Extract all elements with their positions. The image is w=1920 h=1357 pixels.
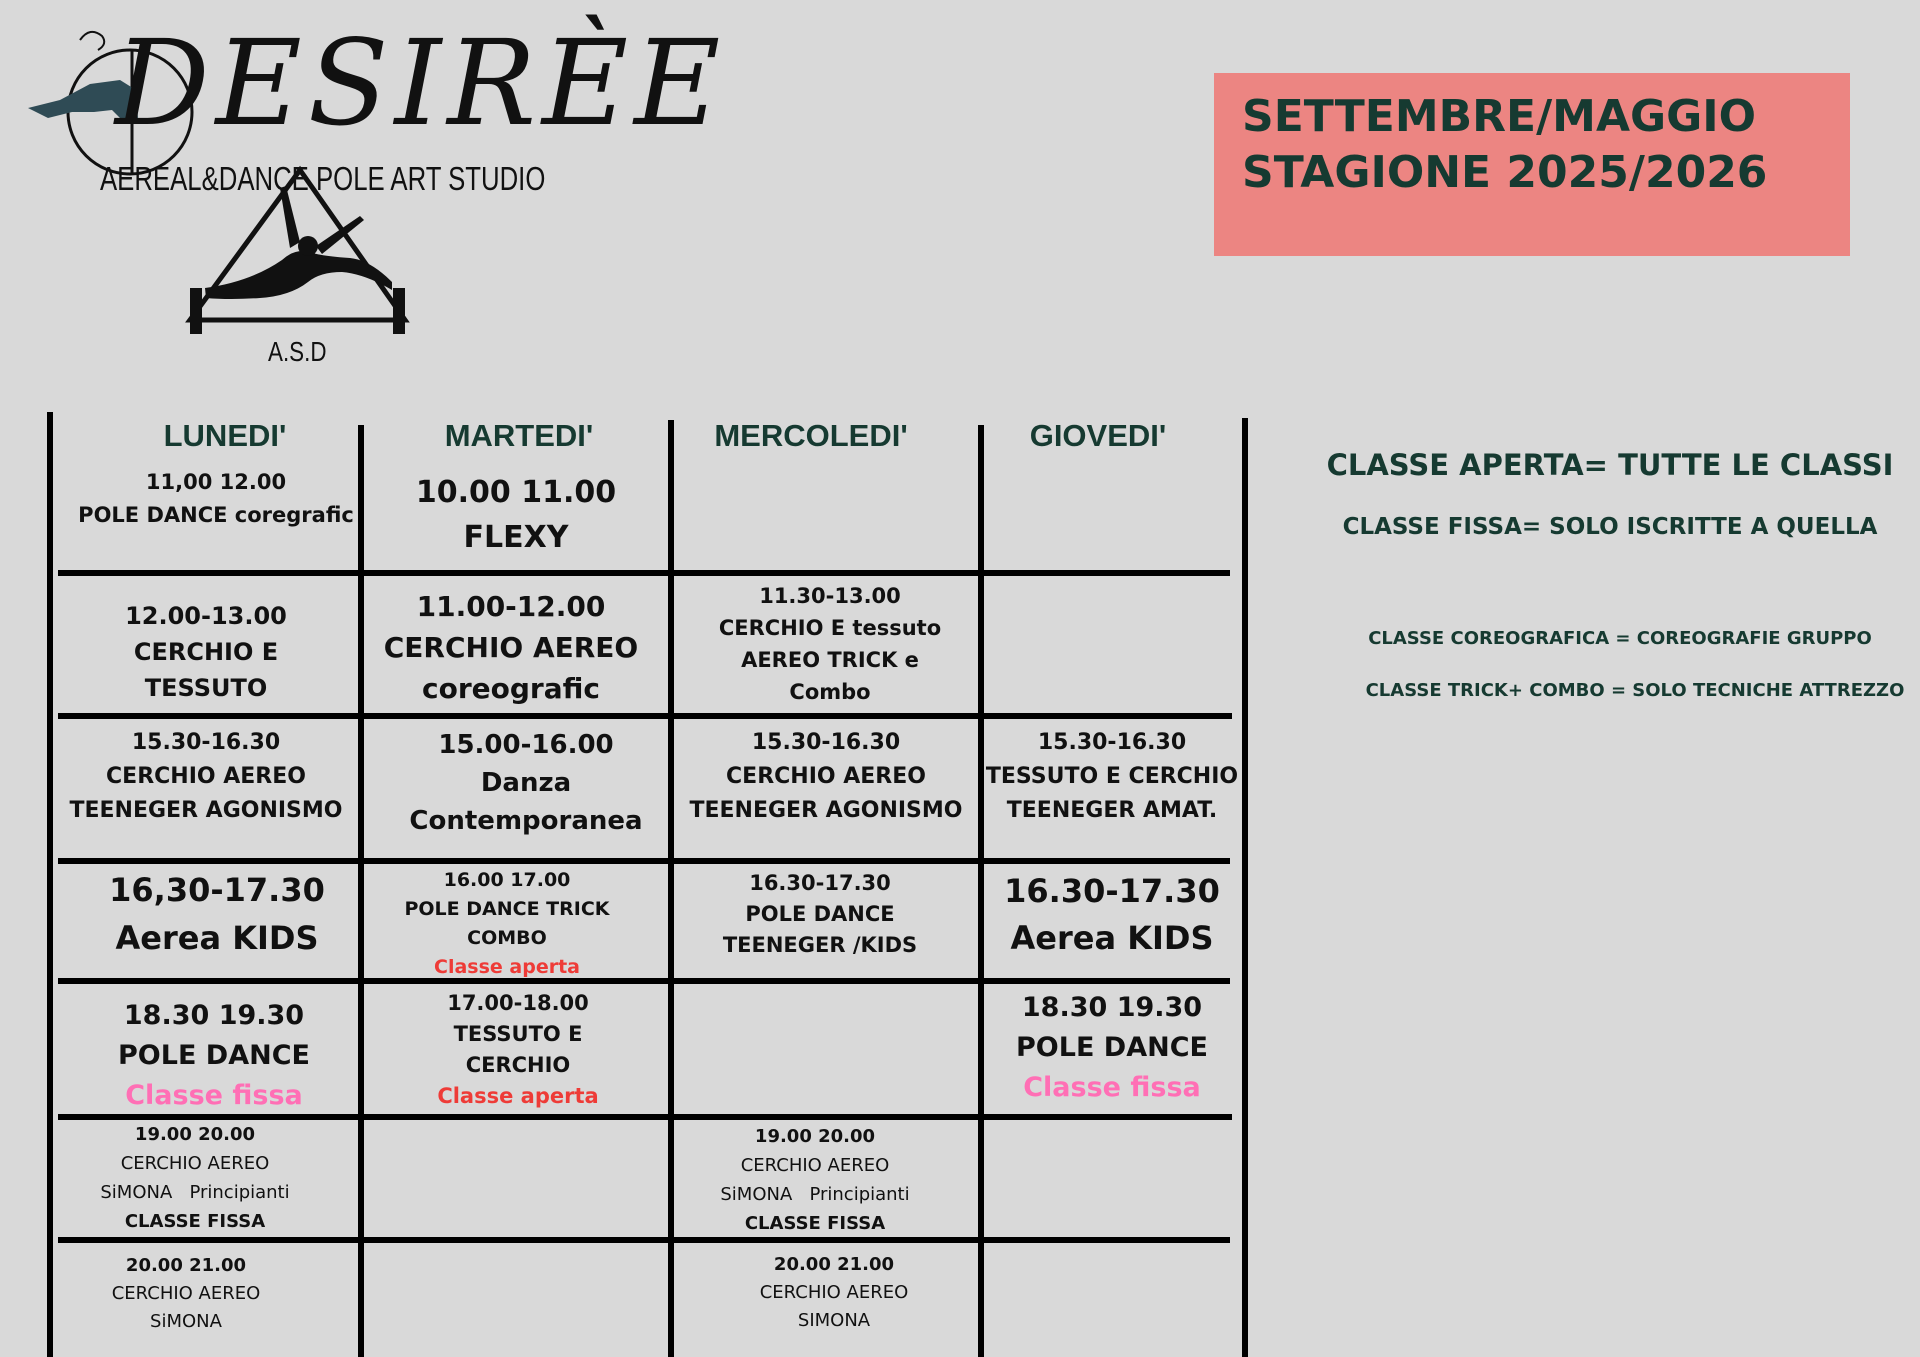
- class-time: 16.00 17.00: [443, 869, 571, 891]
- class-time: 11.30-13.00: [759, 584, 901, 608]
- class-name: CERCHIO E tessuto: [718, 616, 942, 640]
- class-slot: [674, 580, 986, 708]
- class-time: 20.00 21.00: [773, 1254, 895, 1275]
- class-slot: [54, 598, 358, 706]
- class-time: 11.00-12.00: [416, 590, 606, 623]
- class-name: TEENEGER AMAT.: [1006, 798, 1218, 823]
- class-slot: [364, 586, 658, 709]
- class-name: Aerea KIDS: [115, 919, 319, 957]
- class-name: Combo: [789, 680, 871, 704]
- class-slot: [54, 996, 374, 1116]
- class-time: 15.30-16.30: [751, 730, 901, 755]
- class-instructor: SiMONA: [150, 1311, 222, 1332]
- class-time: 15.30-16.30: [131, 730, 281, 755]
- class-name: CERCHIO AEREO: [726, 764, 926, 789]
- class-name: POLE DANCE: [118, 1040, 310, 1071]
- class-name: CERCHIO AEREO: [111, 1283, 261, 1304]
- class-slot: [54, 726, 358, 828]
- class-instructor: SiMONA Principianti: [100, 1182, 290, 1203]
- class-name: Danza: [480, 768, 572, 798]
- logo-subtitle: AEREAL&DANCE POLE ART STUDIO: [100, 160, 546, 197]
- class-time: 11,00 12.00: [145, 470, 287, 494]
- class-name: CERCHIO AEREO: [383, 631, 639, 664]
- class-slot: [54, 1120, 336, 1236]
- class-type-open: Classe aperta: [434, 956, 580, 978]
- day-header-tuesday: MARTEDI': [444, 418, 594, 453]
- class-slot: [364, 470, 668, 560]
- class-time: 10.00 11.00: [415, 475, 617, 510]
- grid-line: [58, 570, 1230, 576]
- class-name: TESSUTO E CERCHIO: [985, 764, 1239, 789]
- class-time: 19.00 20.00: [754, 1126, 876, 1147]
- class-slot: [54, 1252, 318, 1336]
- class-name: CERCHIO E: [133, 638, 279, 666]
- class-time: 16.30-17.30: [1004, 872, 1220, 910]
- legend-trick-class: CLASSE TRICK+ COMBO = SOLO TECNICHE ATTREZZO: [1365, 680, 1905, 701]
- class-time: 16.30-17.30: [749, 871, 891, 895]
- class-name: CERCHIO AEREO: [106, 764, 306, 789]
- class-type-fixed: Classe fissa: [125, 1080, 303, 1111]
- class-name: POLE DANCE: [745, 902, 895, 926]
- grid-line: [58, 713, 1232, 719]
- flourish-shape: [80, 32, 104, 50]
- class-name: Aerea KIDS: [1010, 919, 1214, 957]
- class-type: CLASSE FISSA: [124, 1211, 266, 1232]
- class-time: 19.00 20.00: [134, 1124, 256, 1145]
- class-name: TEENEGER /KIDS: [722, 933, 918, 957]
- class-name: TEENEGER AGONISMO: [69, 798, 343, 823]
- class-name: AEREO TRICK e: [741, 648, 919, 672]
- grid-line: [58, 858, 1230, 864]
- grid-line: [1242, 418, 1248, 1357]
- grid-line: [47, 412, 53, 1357]
- legend-open-class: CLASSE APERTA= TUTTE LE CLASSI: [1326, 448, 1894, 482]
- class-slot: [674, 1251, 994, 1335]
- class-instructor: SIMONA: [797, 1310, 871, 1331]
- class-slot: [54, 866, 380, 962]
- class-name: CERCHIO AEREO: [759, 1282, 909, 1303]
- class-slot: [674, 726, 978, 828]
- class-time: 15.00-16.00: [438, 730, 614, 760]
- class-name: TESSUTO: [144, 674, 268, 702]
- class-name: POLE DANCE: [1016, 1032, 1208, 1063]
- logo-title: DESIRÈE: [115, 14, 727, 152]
- class-type-open: Classe aperta: [437, 1084, 599, 1108]
- class-name: CERCHIO: [465, 1053, 571, 1077]
- class-name: CERCHIO AEREO: [120, 1153, 270, 1174]
- class-name: POLE DANCE coregrafic: [78, 503, 354, 527]
- class-name: coreografic: [422, 672, 600, 705]
- class-slot: [60, 466, 372, 532]
- season-months: SETTEMBRE/MAGGIO: [1242, 91, 1757, 142]
- class-time: 17.00-18.00: [447, 991, 589, 1015]
- class-time: 16,30-17.30: [109, 871, 325, 909]
- class-slot: [984, 726, 1240, 828]
- legend-choreo-class: CLASSE COREOGRAFICA = COREOGRAFIE GRUPPO: [1368, 628, 1872, 649]
- class-time: 20.00 21.00: [125, 1255, 247, 1276]
- studio-logo: [20, 14, 727, 367]
- class-instructor: SiMONA Principianti: [720, 1184, 910, 1205]
- class-name: Contemporanea: [409, 806, 643, 836]
- class-time: 12.00-13.00: [125, 602, 287, 630]
- class-slot: [364, 866, 650, 982]
- day-header-monday: LUNEDI': [163, 418, 287, 453]
- class-slot: [674, 1122, 956, 1238]
- class-slot: [984, 988, 1240, 1108]
- class-slot: [364, 726, 688, 840]
- class-time: 18.30 19.30: [123, 1000, 305, 1031]
- class-name: TEENEGER AGONISMO: [689, 798, 963, 823]
- class-name: CERCHIO AEREO: [740, 1155, 890, 1176]
- class-name: POLE DANCE TRICK: [404, 898, 610, 920]
- class-slot: [674, 868, 966, 961]
- class-slot: [364, 988, 672, 1112]
- day-header-thursday: GIOVEDI': [1029, 418, 1167, 453]
- legend-fixed-class: CLASSE FISSA= SOLO ISCRITTE A QUELLA: [1342, 514, 1878, 540]
- class-type: CLASSE FISSA: [744, 1213, 886, 1234]
- class-time: 15.30-16.30: [1037, 730, 1187, 755]
- class-type-fixed: Classe fissa: [1023, 1072, 1201, 1103]
- class-time: 18.30 19.30: [1021, 992, 1203, 1023]
- logo-org-label: A.S.D: [268, 336, 327, 367]
- class-name: TESSUTO E: [453, 1022, 583, 1046]
- class-name: COMBO: [467, 927, 547, 949]
- season-banner: [1214, 73, 1850, 256]
- season-year: STAGIONE 2025/2026: [1242, 147, 1768, 198]
- class-name: FLEXY: [463, 520, 569, 555]
- day-header-wednesday: MERCOLEDI': [714, 418, 908, 453]
- class-slot: [984, 868, 1240, 962]
- grid-line: [58, 1237, 1230, 1243]
